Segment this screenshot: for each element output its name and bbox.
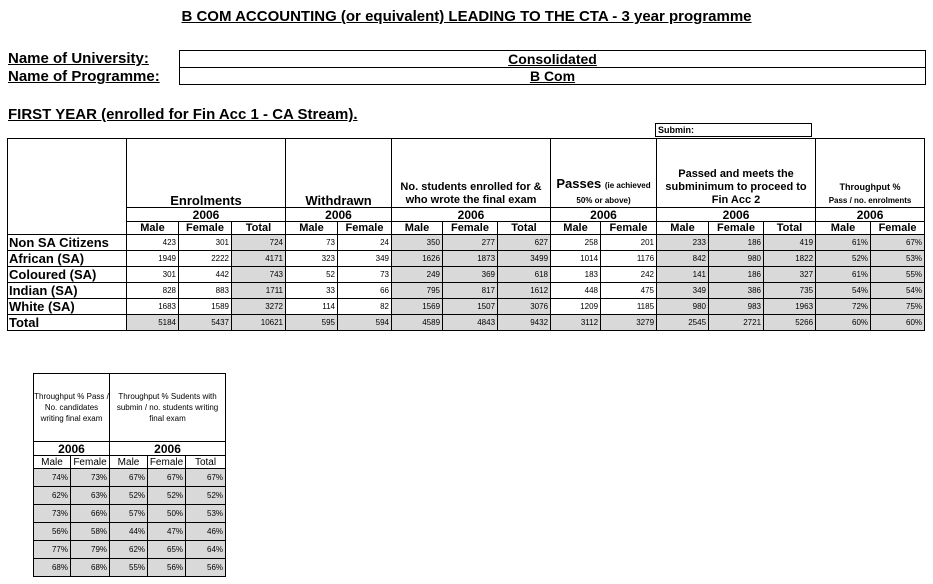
table-cell: 60%	[816, 315, 871, 331]
table-cell: 52%	[816, 251, 871, 267]
table-row	[34, 469, 226, 487]
wrote-exam-header: No. students enrolled for & who wrote the final exam	[392, 139, 551, 208]
table-cell: 233	[657, 235, 709, 251]
table-cell: 67%	[186, 469, 226, 487]
col-male: Male	[551, 222, 601, 235]
withdrawn-header: Withdrawn	[286, 139, 392, 208]
table-cell: 249	[392, 267, 443, 283]
throughput-header	[816, 139, 925, 208]
table-cell: 9432	[498, 315, 551, 331]
table-cell: 350	[392, 235, 443, 251]
table-cell: 349	[657, 283, 709, 299]
year-submin: 2006	[657, 208, 816, 222]
table-cell: 58%	[71, 523, 110, 541]
col-female: Female	[338, 222, 392, 235]
table-cell: 82	[338, 299, 392, 315]
table-cell: 3279	[601, 315, 657, 331]
table-cell: 442	[179, 267, 232, 283]
col-male: Male	[127, 222, 179, 235]
throughput-sub: Pass / no. enrolments	[828, 196, 912, 205]
table-row	[8, 315, 925, 331]
table-cell: 1711	[232, 283, 286, 299]
table-cell: 52%	[186, 487, 226, 505]
row-label: White (SA)	[8, 299, 127, 315]
table-row	[8, 251, 925, 267]
table-cell: 1683	[127, 299, 179, 315]
table-row	[34, 541, 226, 559]
table-cell: 724	[232, 235, 286, 251]
table-cell: 828	[127, 283, 179, 299]
col-female: Female	[443, 222, 498, 235]
table-cell: 419	[764, 235, 816, 251]
row-label: Total	[8, 315, 127, 331]
table-cell: 47%	[148, 523, 186, 541]
table-cell: 54%	[816, 283, 871, 299]
year-enrolments: 2006	[127, 208, 286, 222]
table-cell: 1176	[601, 251, 657, 267]
table-cell: 4843	[443, 315, 498, 331]
table-cell: 386	[709, 283, 764, 299]
table-cell: 53%	[186, 505, 226, 523]
main-table-body	[8, 235, 925, 331]
table-cell: 56%	[186, 559, 226, 577]
throughput-table-body	[34, 469, 226, 577]
table-cell: 1949	[127, 251, 179, 267]
table-row	[34, 523, 226, 541]
table-row	[8, 267, 925, 283]
row-label: African (SA)	[8, 251, 127, 267]
col-male: Male	[816, 222, 871, 235]
table-cell: 1589	[179, 299, 232, 315]
programme-label: Name of Programme:	[8, 68, 160, 85]
table-cell: 627	[498, 235, 551, 251]
table-cell: 74%	[34, 469, 71, 487]
table-row	[34, 559, 226, 577]
table-cell: 186	[709, 235, 764, 251]
table-cell: 448	[551, 283, 601, 299]
table-cell: 56%	[148, 559, 186, 577]
col-male: Male	[657, 222, 709, 235]
passes-title: Passes	[556, 176, 602, 191]
table-cell: 1612	[498, 283, 551, 299]
sub-col-total: Total	[186, 456, 226, 469]
table-cell: 277	[443, 235, 498, 251]
university-label: Name of University:	[8, 50, 149, 67]
submin-label: Submin:	[655, 123, 812, 137]
table-cell: 980	[657, 299, 709, 315]
table-cell: 68%	[71, 559, 110, 577]
table-cell: 52%	[110, 487, 148, 505]
sub-year-submin: 2006	[110, 442, 226, 456]
table-cell: 1873	[443, 251, 498, 267]
table-cell: 183	[551, 267, 601, 283]
sub-year-pass: 2006	[34, 442, 110, 456]
year-withdrawn: 2006	[286, 208, 392, 222]
programme-field[interactable]: B Com	[179, 67, 926, 85]
table-cell: 817	[443, 283, 498, 299]
col-total: Total	[498, 222, 551, 235]
table-cell: 61%	[816, 267, 871, 283]
table-row	[8, 235, 925, 251]
sub-col-female: Female	[148, 456, 186, 469]
table-cell: 73	[286, 235, 338, 251]
table-cell: 65%	[148, 541, 186, 559]
table-cell: 68%	[34, 559, 71, 577]
table-cell: 618	[498, 267, 551, 283]
table-cell: 57%	[110, 505, 148, 523]
table-cell: 5437	[179, 315, 232, 331]
throughput-submin-header: Throughput % Sudents with submin / no. students writing final exam	[110, 374, 226, 442]
table-cell: 55%	[871, 267, 925, 283]
table-cell: 54%	[871, 283, 925, 299]
table-cell: 323	[286, 251, 338, 267]
table-cell: 33	[286, 283, 338, 299]
table-cell: 63%	[71, 487, 110, 505]
table-cell: 73%	[71, 469, 110, 487]
table-cell: 55%	[110, 559, 148, 577]
table-cell: 56%	[34, 523, 71, 541]
table-cell: 10621	[232, 315, 286, 331]
table-cell: 594	[338, 315, 392, 331]
page-title: B COM ACCOUNTING (or equivalent) LEADING TO THE CTA - 3 year programme	[181, 8, 752, 25]
table-cell: 77%	[34, 541, 71, 559]
table-cell: 61%	[816, 235, 871, 251]
col-male: Male	[286, 222, 338, 235]
table-cell: 258	[551, 235, 601, 251]
table-cell: 1185	[601, 299, 657, 315]
table-cell: 5184	[127, 315, 179, 331]
row-label-header	[8, 139, 127, 235]
year-wrote: 2006	[392, 208, 551, 222]
enrolments-header: Enrolments	[127, 139, 286, 208]
table-cell: 5266	[764, 315, 816, 331]
table-cell: 52%	[148, 487, 186, 505]
table-cell: 595	[286, 315, 338, 331]
table-cell: 79%	[71, 541, 110, 559]
table-row	[8, 283, 925, 299]
table-cell: 201	[601, 235, 657, 251]
table-cell: 242	[601, 267, 657, 283]
passes-header	[551, 139, 657, 208]
table-cell: 1209	[551, 299, 601, 315]
col-female: Female	[179, 222, 232, 235]
table-cell: 883	[179, 283, 232, 299]
table-cell: 24	[338, 235, 392, 251]
table-cell: 349	[338, 251, 392, 267]
table-cell: 327	[764, 267, 816, 283]
sub-col-female: Female	[71, 456, 110, 469]
table-cell: 67%	[871, 235, 925, 251]
table-cell: 44%	[110, 523, 148, 541]
table-cell: 141	[657, 267, 709, 283]
sub-col-male: Male	[110, 456, 148, 469]
table-cell: 3076	[498, 299, 551, 315]
table-cell: 50%	[148, 505, 186, 523]
year-throughput: 2006	[816, 208, 925, 222]
col-total: Total	[764, 222, 816, 235]
table-cell: 301	[127, 267, 179, 283]
table-cell: 4171	[232, 251, 286, 267]
table-cell: 1822	[764, 251, 816, 267]
sub-col-male: Male	[34, 456, 71, 469]
table-cell: 301	[179, 235, 232, 251]
table-cell: 73%	[34, 505, 71, 523]
table-cell: 60%	[871, 315, 925, 331]
col-female: Female	[601, 222, 657, 235]
table-cell: 1626	[392, 251, 443, 267]
table-cell: 475	[601, 283, 657, 299]
table-cell: 4589	[392, 315, 443, 331]
passes-note: (ie achieved 50% or above)	[576, 181, 651, 205]
row-label: Coloured (SA)	[8, 267, 127, 283]
table-cell: 66	[338, 283, 392, 299]
passed-submin-header: Passed and meets the subminimum to proceed to Fin Acc 2	[657, 139, 816, 208]
table-cell: 75%	[871, 299, 925, 315]
table-cell: 3112	[551, 315, 601, 331]
table-cell: 72%	[816, 299, 871, 315]
table-cell: 369	[443, 267, 498, 283]
main-table	[7, 138, 925, 331]
col-female: Female	[871, 222, 925, 235]
table-cell: 743	[232, 267, 286, 283]
table-cell: 52	[286, 267, 338, 283]
table-row	[8, 299, 925, 315]
throughput-title: Throughput %	[839, 182, 901, 192]
col-female: Female	[709, 222, 764, 235]
row-label: Non SA Citizens	[8, 235, 127, 251]
table-cell: 64%	[186, 541, 226, 559]
section-title: FIRST YEAR (enrolled for Fin Acc 1 - CA Stream).	[8, 106, 358, 123]
table-cell: 3272	[232, 299, 286, 315]
table-cell: 3499	[498, 251, 551, 267]
table-row	[34, 505, 226, 523]
table-cell: 53%	[871, 251, 925, 267]
table-cell: 1569	[392, 299, 443, 315]
table-cell: 2545	[657, 315, 709, 331]
table-cell: 67%	[148, 469, 186, 487]
col-total: Total	[232, 222, 286, 235]
table-cell: 2222	[179, 251, 232, 267]
table-cell: 62%	[110, 541, 148, 559]
table-cell: 983	[709, 299, 764, 315]
table-cell: 62%	[34, 487, 71, 505]
table-cell: 46%	[186, 523, 226, 541]
col-male: Male	[392, 222, 443, 235]
table-cell: 980	[709, 251, 764, 267]
table-cell: 67%	[110, 469, 148, 487]
university-field[interactable]: Consolidated	[179, 50, 926, 68]
table-cell: 1507	[443, 299, 498, 315]
throughput-table	[33, 373, 226, 577]
table-cell: 2721	[709, 315, 764, 331]
table-cell: 1014	[551, 251, 601, 267]
table-cell: 73	[338, 267, 392, 283]
table-cell: 66%	[71, 505, 110, 523]
table-cell: 842	[657, 251, 709, 267]
table-cell: 1963	[764, 299, 816, 315]
throughput-pass-header: Throughput % Pass / No. candidates writing final exam	[34, 374, 110, 442]
table-cell: 186	[709, 267, 764, 283]
table-row	[34, 487, 226, 505]
year-passes: 2006	[551, 208, 657, 222]
table-cell: 735	[764, 283, 816, 299]
row-label: Indian (SA)	[8, 283, 127, 299]
table-cell: 423	[127, 235, 179, 251]
table-cell: 114	[286, 299, 338, 315]
table-cell: 795	[392, 283, 443, 299]
